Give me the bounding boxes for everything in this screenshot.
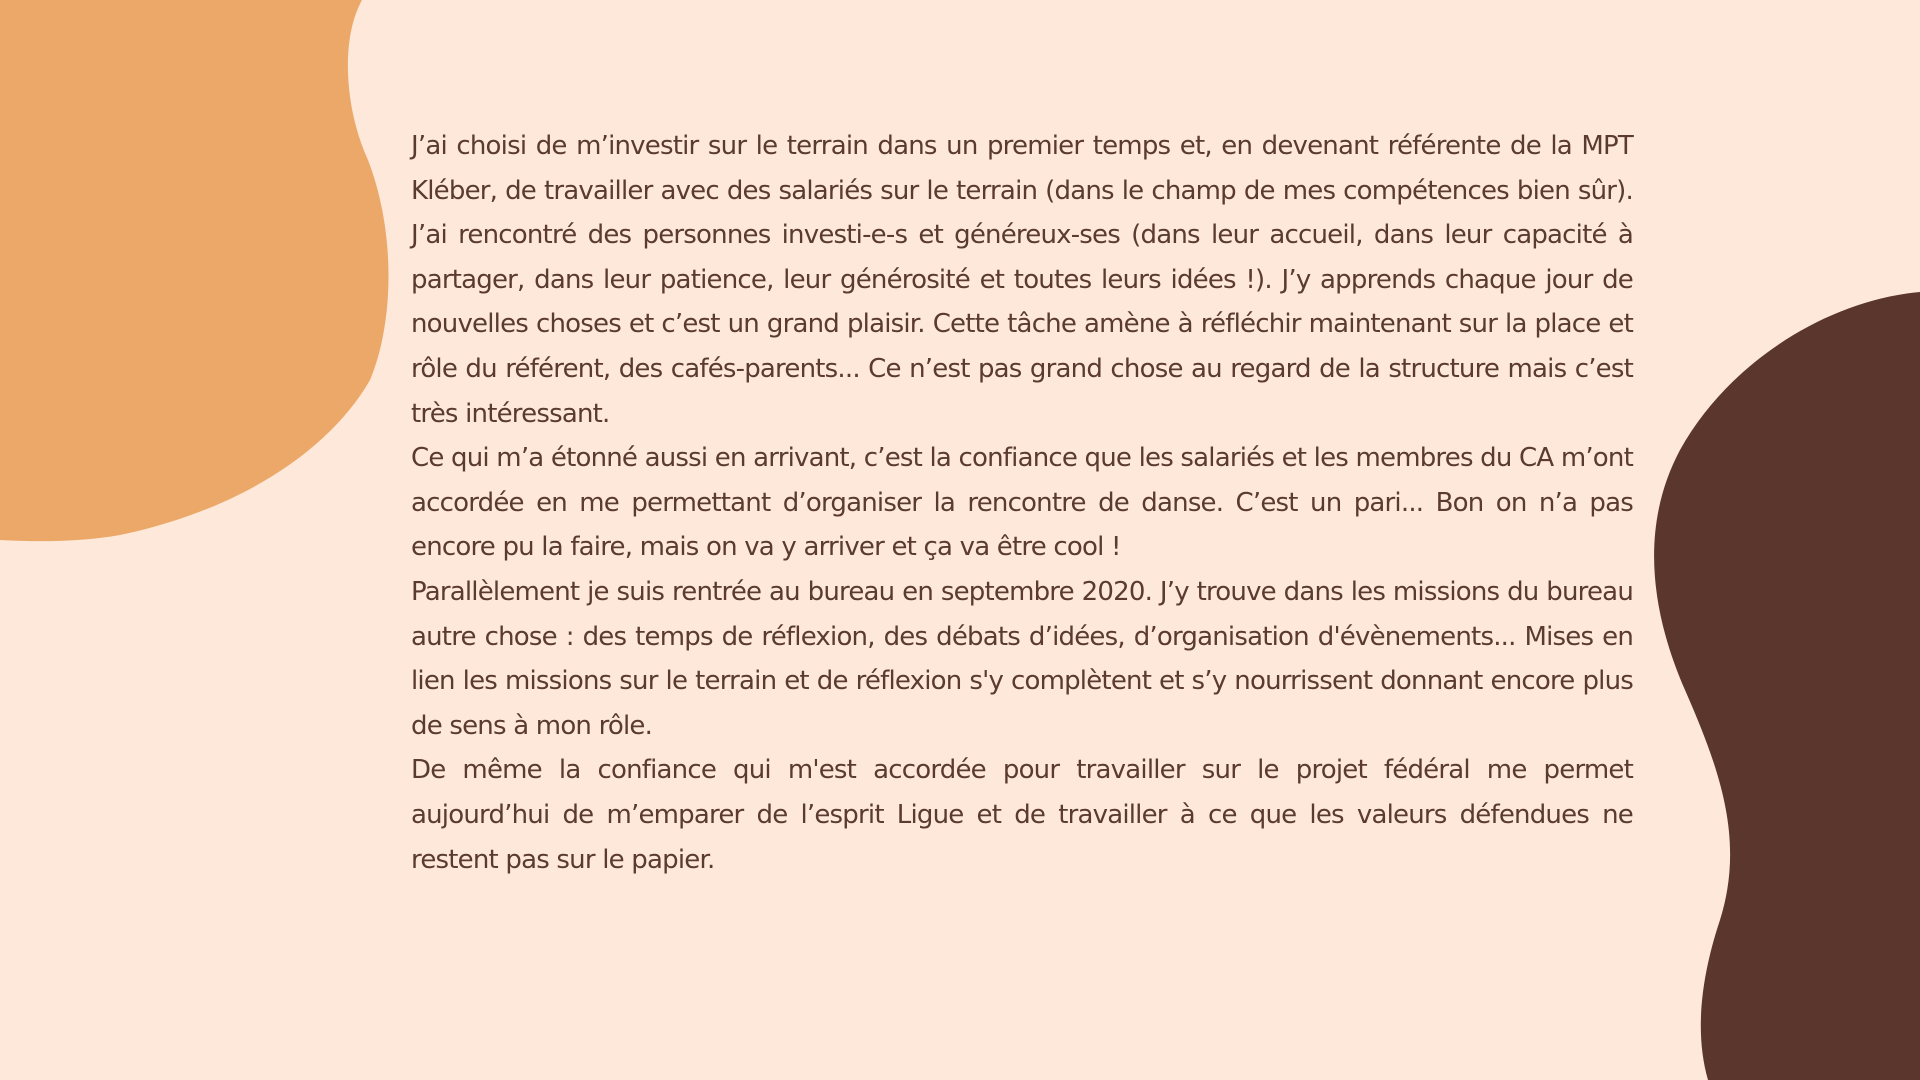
orange-blob-shape <box>0 0 389 541</box>
brown-blob-shape <box>1654 292 1920 1080</box>
paragraph-projet-federal: De même la confiance qui m'est accordée pour travailler sur le projet fédéral me permet aujourd’hui de m’emparer de l’esprit Ligue et de travailler à ce que les valeurs défendues ne restent pas sur le papier. <box>411 755 1633 875</box>
paragraph-referente: J’ai choisi de m’investir sur le terrain dans un premier temps et, en devenant référente de la MPT Kléber, de travailler avec des salariés sur le terrain (dans le champ de mes compétences bien sûr). J’ai rencontré des personnes investi-e-s et généreux-ses (dans leur accueil, dans leur capacité à partager, dans leur patience, leur générosité et toutes leurs idées !). J’y apprends chaque jour de nouvelles choses et c’est un grand plaisir. Cette tâche amène à réfléchir maintenant sur la place et rôle du référent, des cafés-parents... Ce n’est pas grand chose au regard de la structure mais c’est très intéressant. <box>411 131 1633 429</box>
paragraph-confiance: Ce qui m’a étonné aussi en arrivant, c’est la confiance que les salariés et les membres du CA m’ont accordée en me permettant d’organiser la rencontre de danse. C’est un pari... Bon on n’a pas encore pu la faire, mais on va y arriver et ça va être cool ! <box>411 443 1633 563</box>
body-text <box>411 124 1633 882</box>
paragraph-bureau: Parallèlement je suis rentrée au bureau en septembre 2020. J’y trouve dans les missions du bureau autre chose : des temps de réflexion, des débats d’idées, d’organisation d'évènements... Mises en lien les missions sur le terrain et de réflexion s'y complètent et s’y nourrissent donnant encore plus de sens à mon rôle. <box>411 576 1633 741</box>
